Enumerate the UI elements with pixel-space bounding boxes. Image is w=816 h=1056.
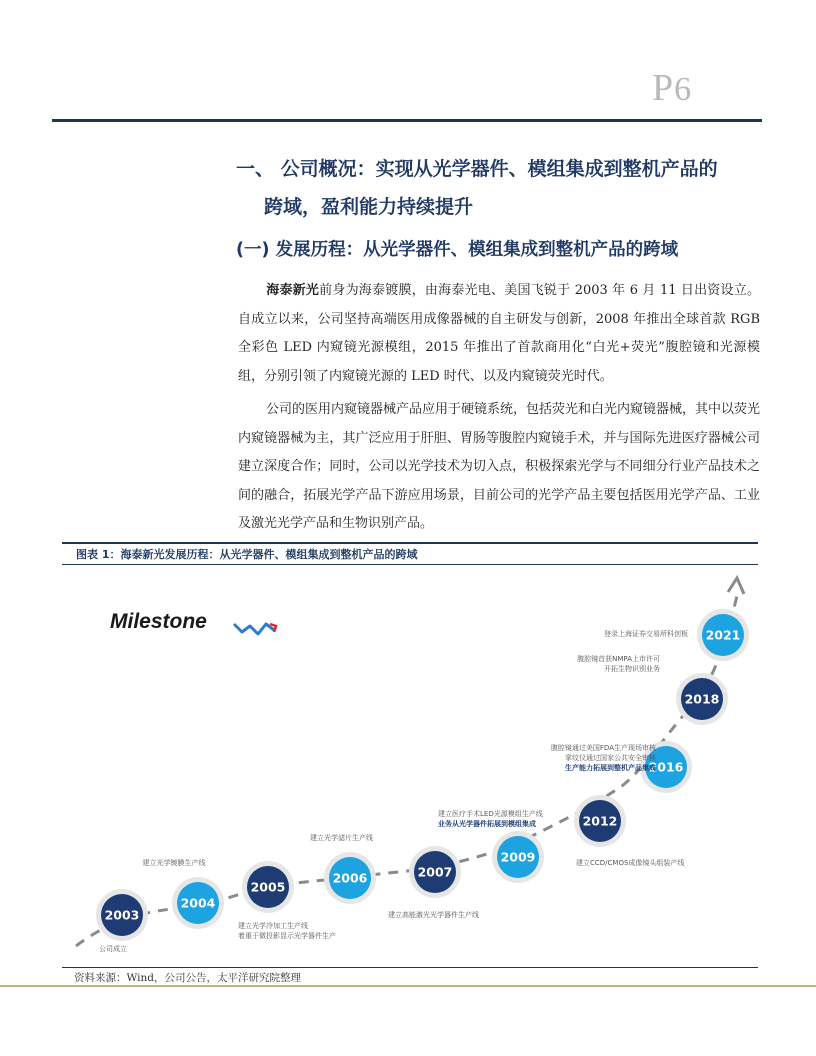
section-heading-line1: 一、 公司概况：实现从光学器件、模组集成到整机产品的 [236, 158, 718, 180]
source-note: 资料来源：Wind，公司公告，太平洋研究院整理 [74, 972, 301, 984]
section-heading-line2: 跨域，盈利能力持续提升 [264, 196, 474, 218]
milestone-note: 着重于微投影显示光学器件生产 [238, 932, 336, 940]
milestone-year: 2006 [332, 870, 368, 886]
milestone-note: 公司成立 [99, 945, 127, 953]
milestone-2007 [388, 846, 479, 919]
milestone-2004 [143, 858, 225, 929]
figure-caption: 图表 1：海泰新光发展历程：从光学器件、模组集成到整机产品的跨域 [62, 542, 758, 565]
company-name: 海泰新光 [266, 283, 320, 298]
milestone-title: Milestone [110, 610, 207, 633]
milestone-note: 腹腔镜通过美国FDA生产现场审核 [550, 744, 656, 752]
paragraph-history [238, 277, 760, 391]
milestone-note: 建立光学滤片生产线 [310, 834, 373, 842]
milestone-year: 2018 [684, 691, 720, 707]
milestone-note: 开拓生物识别业务 [604, 665, 660, 673]
milestone-2006 [310, 833, 376, 904]
subsection-heading: (一) 发展历程：从光学器件、模组集成到整机产品的跨域 [236, 240, 679, 260]
milestone-note: 业务从光学器件拓展到模组集成 [438, 820, 536, 828]
milestone-note: 生产能力拓展到整机产品集成 [565, 764, 656, 772]
milestone-year: 2021 [705, 627, 741, 643]
timeline-arrow-icon [728, 578, 744, 594]
milestone-year: 2007 [417, 864, 453, 880]
milestone-timeline [62, 566, 758, 966]
milestone-note: 建立光学冷加工生产线 [238, 922, 308, 930]
milestone-note: 建立医疗手术LED光源模组生产线 [438, 810, 543, 818]
milestone-year: 2009 [500, 849, 536, 865]
milestone-figure [62, 566, 758, 966]
milestone-2005 [238, 861, 336, 940]
milestone-note: 腹腔镜首获NMPA上市许可 [577, 655, 660, 663]
paragraph-history-text: 前身为海泰镀膜，由海泰光电、美国飞锐于 2003 年 6 月 11 日出资设立。自成立以来，公司坚持高端医用成像器械的自主研发与创新，2008 年推出全球首款 RGB 全彩色 LED 内窥镜光源模组，2015 年推出了首款商用化“白光+荧光”腹腔镜和光源模组，分别引领了内窥镜光源的 LED 时代、以及内窥镜荧光时代。 [238, 283, 760, 384]
milestone-note: 建立CCD/CMOS成像镜头组装产线 [576, 859, 685, 867]
milestone-zigzag-icon [234, 624, 274, 634]
milestone-year: 2004 [180, 895, 216, 911]
milestone-note: 建立高能激光光学器件生产线 [388, 911, 479, 919]
milestone-2021 [604, 609, 749, 661]
header-rule [52, 119, 762, 122]
milestone-note: 登录上海证券交易所科创板 [604, 630, 688, 638]
footer-rule [0, 985, 816, 987]
milestone-year: 2016 [648, 759, 684, 775]
page-number: P6 [652, 67, 693, 109]
section-heading [236, 150, 756, 226]
paragraph-products-text: 公司的医用内窥镜器械产品应用于硬镜系统，包括荧光和白光内窥镜器械，其中以荧光内窥镜器械为主，其广泛应用于肝胆、胃肠等腹腔内窥镜手术，并与国际先进医疗器械公司建立深度合作；同时，公司以光学技术为切入点，积极探索光学与不同细分行业产品技术之间的融合，拓展光学产品下游应用场景，目前公司的光学产品主要包括医用光学产品、工业及激光光学产品和生物识别产品。 [238, 402, 761, 531]
figure-rule [62, 967, 758, 968]
paragraph-products [238, 396, 760, 539]
milestone-note: 建立光学镀膜生产线 [142, 859, 206, 867]
milestone-year: 2012 [582, 813, 618, 829]
milestone-2003 [96, 889, 148, 953]
milestone-year: 2003 [104, 907, 140, 923]
milestone-year: 2005 [250, 879, 286, 895]
milestone-note: 掌纹仪通过国家公共安全审核 [565, 754, 656, 762]
milestone-2018 [577, 654, 728, 725]
milestone-2012 [574, 795, 684, 867]
